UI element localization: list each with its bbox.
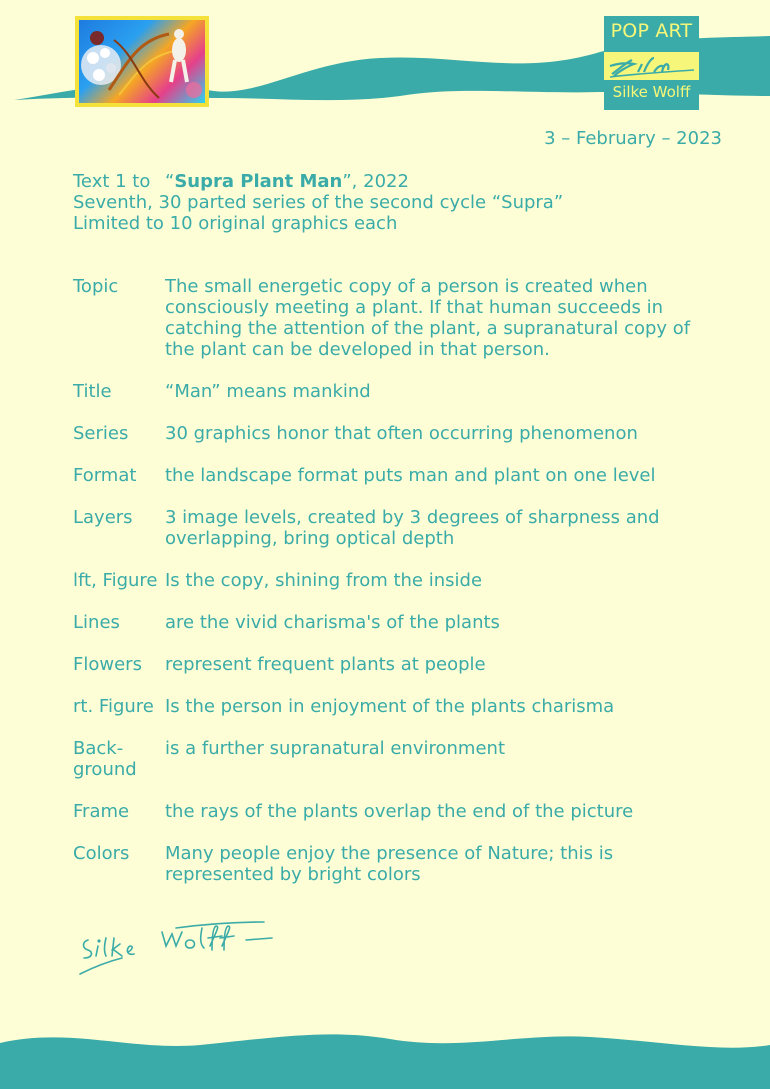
row-title [73, 381, 713, 402]
intro-series-line: Seventh, 30 parted series of the second cycle “Supra” [73, 192, 564, 213]
row-left-figure [73, 570, 713, 591]
row-format [73, 465, 713, 486]
row-label: Back- ground [73, 738, 137, 780]
work-title: Supra Plant Man [174, 171, 343, 192]
row-label: Flowers [73, 654, 142, 675]
row-label: Layers [73, 507, 133, 528]
row-value: are the vivid charisma's of the plants [165, 612, 500, 633]
row-right-figure [73, 696, 713, 717]
description-list [73, 276, 713, 906]
logo-script-band [604, 52, 699, 80]
intro-open-quote: “ [165, 171, 175, 192]
row-label: Format [73, 465, 137, 486]
row-lines [73, 612, 713, 633]
row-frame [73, 801, 713, 822]
row-topic [73, 276, 713, 360]
row-value: Is the person in enjoyment of the plants charisma [165, 696, 615, 717]
intro-title-line [73, 171, 563, 192]
row-value: the landscape format puts man and plant on one level [165, 465, 656, 486]
row-colors [73, 843, 713, 885]
row-value: the rays of the plants overlap the end of the picture [165, 801, 634, 822]
row-value: represent frequent plants at people [165, 654, 486, 675]
row-label: lft, Figure [73, 570, 158, 591]
artwork-thumbnail [75, 16, 209, 107]
row-label: Topic [73, 276, 119, 297]
intro-block [73, 171, 563, 234]
row-label: rt. Figure [73, 696, 154, 717]
row-layers [73, 507, 713, 549]
row-label: Frame [73, 801, 130, 822]
row-flowers [73, 654, 713, 675]
logo-script [604, 52, 699, 80]
intro-limit-line: Limited to 10 original graphics each [73, 213, 398, 234]
logo-title: POP ART [610, 20, 693, 42]
row-background [73, 738, 713, 780]
intro-prefix: Text 1 to [73, 171, 151, 192]
row-series [73, 423, 713, 444]
row-label: Title [73, 381, 112, 402]
row-value: is a further supranatural environment [165, 738, 505, 759]
row-value: 3 image levels, created by 3 degrees of sharpness and overlapping, bring optical depth [165, 507, 660, 549]
pop-art-logo [604, 16, 699, 110]
row-value: “Man” means mankind [165, 381, 371, 402]
row-label: Colors [73, 843, 130, 864]
handwritten-signature [76, 912, 276, 982]
row-value: Is the copy, shining from the inside [165, 570, 483, 591]
row-label: Lines [73, 612, 120, 633]
row-label: Series [73, 423, 129, 444]
logo-artist-name: Silke Wolff [612, 83, 691, 101]
row-value: The small energetic copy of a person is created when consciously meeting a plant. If that human succeeds in catching the attention of the plant, a supranatural copy of the plant can be developed in that person. [165, 276, 691, 360]
row-value: Many people enjoy the presence of Nature; this is represented by bright colors [165, 843, 614, 885]
row-value: 30 graphics honor that often occurring phenomenon [165, 423, 638, 444]
footer-wave [0, 1029, 770, 1089]
intro-year: ”, 2022 [342, 171, 409, 192]
document-date: 3 – February – 2023 [544, 128, 722, 149]
